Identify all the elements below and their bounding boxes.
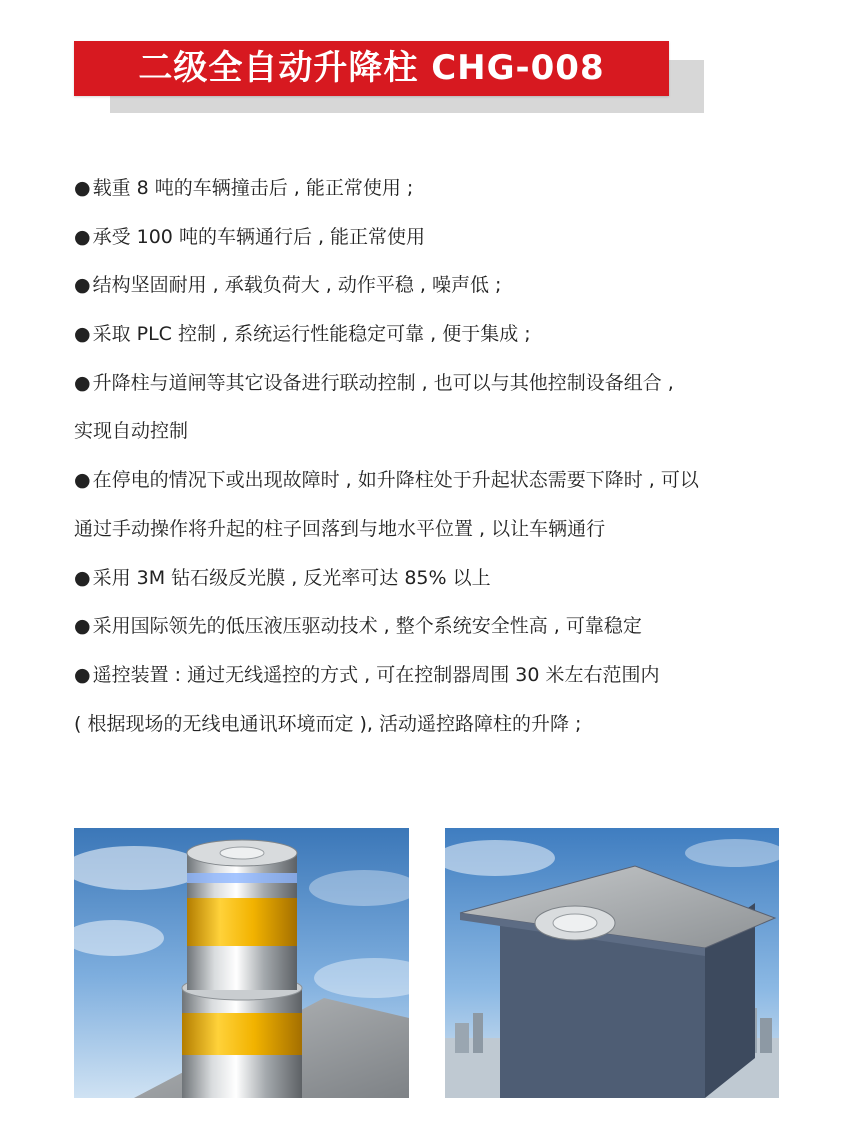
feature-line bbox=[74, 556, 814, 605]
bollard-base-box-photo bbox=[445, 828, 779, 1098]
feature-text: ( 根据现场的无线电通讯环境而定 ), 活动遥控路障柱的升降 ; bbox=[74, 712, 582, 735]
bullet-dot-icon: ● bbox=[74, 225, 91, 248]
raised-bollard-photo bbox=[74, 828, 409, 1098]
bullet-dot-icon: ● bbox=[74, 323, 91, 346]
feature-line bbox=[74, 312, 814, 361]
feature-line bbox=[74, 166, 814, 215]
feature-line bbox=[74, 215, 814, 264]
feature-text: 采取 PLC 控制 , 系统运行性能稳定可靠 , 便于集成 ; bbox=[92, 323, 531, 346]
feature-text: 升降柱与道闸等其它设备进行联动控制 , 也可以与其他控制设备组合 , bbox=[92, 371, 674, 394]
bullet-dot-icon: ● bbox=[74, 663, 91, 686]
page-title: 二级全自动升降柱 CHG-008 bbox=[74, 41, 669, 96]
feature-line bbox=[74, 507, 814, 556]
bullet-dot-icon: ● bbox=[74, 371, 91, 394]
feature-text: 通过手动操作将升起的柱子回落到与地水平位置 , 以让车辆通行 bbox=[74, 517, 606, 540]
feature-text: 采用国际领先的低压液压驱动技术 , 整个系统安全性高 , 可靠稳定 bbox=[92, 615, 642, 638]
feature-text: 实现自动控制 bbox=[74, 420, 189, 443]
bullet-dot-icon: ● bbox=[74, 469, 91, 492]
feature-line bbox=[74, 653, 814, 702]
feature-text: 承受 100 吨的车辆通行后 , 能正常使用 bbox=[92, 225, 426, 248]
bullet-dot-icon: ● bbox=[74, 615, 91, 638]
feature-text: 采用 3M 钻石级反光膜 , 反光率可达 85% 以上 bbox=[92, 566, 491, 589]
feature-line bbox=[74, 702, 814, 751]
feature-text: 载重 8 吨的车辆撞击后 , 能正常使用 ; bbox=[92, 177, 414, 199]
feature-line bbox=[74, 458, 814, 507]
feature-line bbox=[74, 361, 814, 410]
bullet-dot-icon: ● bbox=[74, 177, 91, 199]
feature-line bbox=[74, 409, 814, 458]
feature-text: 在停电的情况下或出现故障时 , 如升降柱处于升起状态需要下降时 , 可以 bbox=[92, 469, 699, 492]
feature-list bbox=[74, 166, 814, 750]
bullet-dot-icon: ● bbox=[74, 566, 91, 589]
feature-text: 结构坚固耐用 , 承载负荷大 , 动作平稳 , 噪声低 ; bbox=[92, 274, 502, 297]
feature-line bbox=[74, 604, 814, 653]
bullet-dot-icon: ● bbox=[74, 274, 91, 297]
feature-line bbox=[74, 263, 814, 312]
feature-text: 遥控装置 : 通过无线遥控的方式 , 可在控制器周围 30 米左右范围内 bbox=[92, 663, 660, 686]
